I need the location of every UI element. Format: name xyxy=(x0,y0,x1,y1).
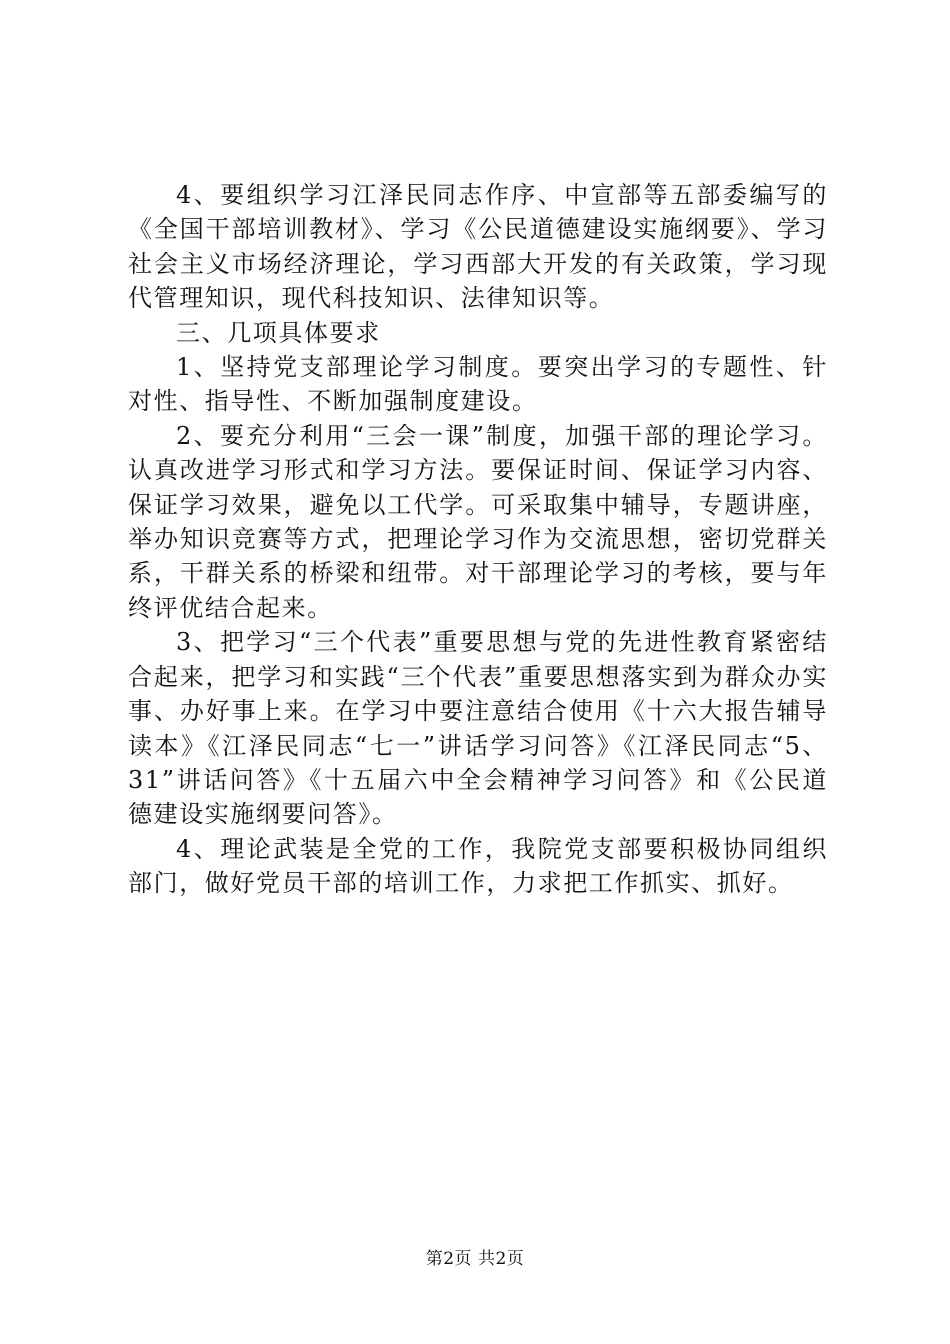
paragraph-requirement-3: 3、把学习“三个代表”重要思想与党的先进性教育紧密结合起来，把学习和实践“三个代表”重要思想落实到为群众办实事、办好事上来。在学习中要注意结合使用《十六大报告辅导读本》《江泽民同志“七一”讲话学习问答》《江泽民同志“5、31”讲话问答》《十五届六中全会精神学习问答》和《公民道德建设实施纲要问答》。 xyxy=(128,628,828,829)
paragraph-item-4-study-materials: 4、要组织学习江泽民同志作序、中宣部等五部委编写的《全国干部培训教材》、学习《公民道德建设实施纲要》、学习社会主义市场经济理论，学习西部大开发的有关政策，学习现代管理知识，现代科技知识、法律知识等。 xyxy=(128,181,828,313)
paragraph-requirement-1: 1、坚持党支部理论学习制度。要突出学习的专题性、针对性、指导性、不断加强制度建设。 xyxy=(128,353,828,416)
page-total: 共2页 xyxy=(477,1249,525,1269)
document-body xyxy=(128,178,828,901)
page-footer xyxy=(0,1244,950,1269)
section-heading-requirements: 三、几项具体要求 xyxy=(176,318,381,347)
paragraph-requirement-2: 2、要充分利用“三会一课”制度，加强干部的理论学习。认真改进学习形式和学习方法。要保证时间、保证学习内容、保证学习效果，避免以工代学。可采取集中辅导，专题讲座，举办知识竞赛等方式，把理论学习作为交流思想，密切党群关系，干群关系的桥梁和纽带。对干部理论学习的考核，要与年终评优结合起来。 xyxy=(128,421,828,622)
paragraph-requirement-4: 4、理论武装是全党的工作，我院党支部要积极协同组织部门，做好党员干部的培训工作，力求把工作抓实、抓好。 xyxy=(128,834,828,898)
page-number: 第2页 xyxy=(425,1249,473,1269)
